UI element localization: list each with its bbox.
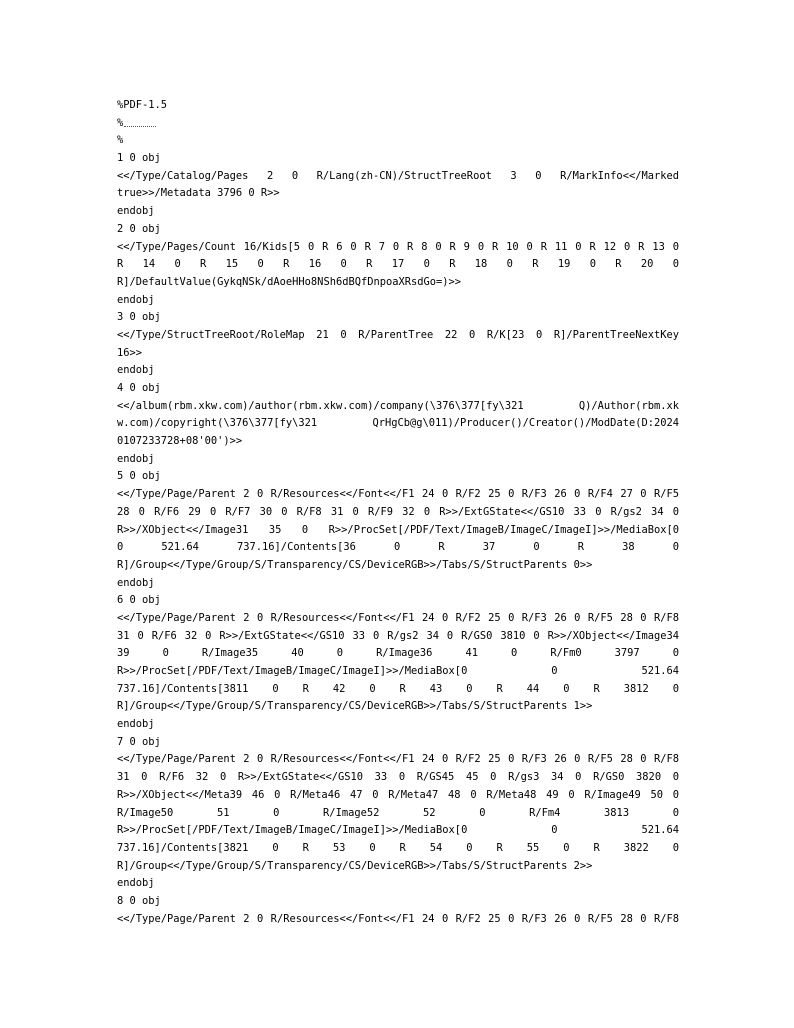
text-line: [117, 504, 679, 522]
pdf-source-text: [117, 97, 679, 928]
text-line-content: endobj: [117, 452, 155, 465]
text-line-content: %: [117, 116, 124, 129]
text-line-content: 5 0 obj: [117, 470, 161, 483]
text-line-content: <</Type/Pages/Count 16/Kids[5 0 R 6 0 R 7 0 R 8 0 R 9 0 R 10 0 R 11 0 R 12 0 R 13 0: [117, 240, 679, 253]
text-line-content: true>>/Metadata 3796 0 R>>: [117, 187, 280, 200]
text-line-content: <</Type/StructTreeRoot/RoleMap 21 0 R/ParentTree 22 0 R/K[23 0 R]/ParentTreeNextKey: [117, 328, 679, 341]
text-line-content: <</Type/Page/Parent 2 0 R/Resources<</Font<</F1 24 0 R/F2 25 0 R/F3 26 0 R/F4 27 0 R/F5: [117, 488, 679, 501]
text-line: [117, 256, 679, 274]
text-line: [117, 239, 679, 257]
text-line: [117, 858, 679, 876]
text-line: [117, 734, 679, 752]
text-line-content: %PDF-1.5: [117, 99, 168, 111]
text-line: [117, 663, 679, 681]
text-line: [117, 415, 679, 433]
text-line-content: 737.16]/Contents[3811 0 R 42 0 R 43 0 R 44 0 R 3812 0: [117, 682, 679, 695]
text-line: [117, 716, 679, 734]
text-line-content: endobj: [117, 293, 155, 306]
text-line: [117, 345, 679, 363]
text-line-content: endobj: [117, 205, 155, 218]
text-line-content: w.com)/copyright(\376\377[fy\321 QrHgCb@g\011)/Producer()/Creator()/ModDate(D:2024: [117, 417, 679, 430]
text-line: [117, 115, 679, 133]
text-line: [117, 468, 679, 486]
text-line-content: R 14 0 R 15 0 R 16 0 R 17 0 R 18 0 R 19 0 R 20 0: [117, 258, 679, 271]
text-line-content: R>>/ProcSet[/PDF/Text/ImageB/ImageC/ImageI]>>/MediaBox[0 0 521.64: [117, 665, 679, 677]
text-line-content: R]/Group<</Type/Group/S/Transparency/CS/DeviceRGB>>/Tabs/S/StructParents 1>>: [117, 700, 593, 713]
text-line: [117, 451, 679, 469]
text-line: [117, 875, 679, 893]
text-line: [117, 433, 679, 451]
text-line-content: 28 0 R/F6 29 0 R/F7 30 0 R/F8 31 0 R/F9 32 0 R>>/ExtGState<</GS10 33 0 R/gs2 34 0: [117, 505, 679, 518]
text-line: [117, 292, 679, 310]
text-line-content: R>>/XObject<</Image31 35 0 R>>/ProcSet[/PDF/Text/ImageB/ImageC/ImageI]>>/MediaBox[0: [117, 523, 679, 536]
text-line-content: 2 0 obj: [117, 222, 161, 235]
text-line-content: 8 0 obj: [117, 894, 161, 907]
text-line-content: 31 0 R/F6 32 0 R>>/ExtGState<</GS10 33 0 R/gs2 34 0 R/GS0 3810 0 R>>/XObject<</Image34: [117, 629, 679, 642]
text-line: [117, 539, 679, 557]
text-line: [117, 522, 679, 540]
text-line: [117, 645, 679, 663]
text-line-content: R>>/XObject<</Meta39 46 0 R/Meta46 47 0 R/Meta47 48 0 R/Meta48 49 0 R/Image49 50 0: [117, 788, 679, 801]
text-line-content: R]/Group<</Type/Group/S/Transparency/CS/DeviceRGB>>/Tabs/S/StructParents 0>>: [117, 558, 593, 571]
text-line: [117, 822, 679, 840]
text-line-content: R>>/ProcSet[/PDF/Text/ImageB/ImageC/ImageI]>>/MediaBox[0 0 521.64: [117, 824, 679, 837]
text-line-content: <</Type/Page/Parent 2 0 R/Resources<</Font<</F1 24 0 R/F2 25 0 R/F3 26 0 R/F5 28 0 R/F8: [117, 611, 679, 624]
text-line-content: <</album(rbm.xkw.com)/author(rbm.xkw.com)/company(\376\377[fy\321 Q)/Author(rbm.xk: [117, 399, 679, 412]
text-line: [117, 327, 679, 345]
text-line: [117, 751, 679, 769]
text-line: [117, 398, 679, 416]
text-line: [117, 486, 679, 504]
text-line-content: R]/DefaultValue(GykqNSk/dAoeHHo8NSh6dBQfDnpoaXRsdGo=)>>: [117, 275, 462, 288]
text-line: [117, 274, 679, 292]
text-line: [117, 893, 679, 911]
text-line-content: 0 521.64 737.16]/Contents[36 0 R 37 0 R 38 0: [117, 541, 679, 554]
text-line-content: R/Image50 51 0 R/Image52 52 0 R/Fm4 3813 0: [117, 806, 679, 819]
text-line-content: R]/Group<</Type/Group/S/Transparency/CS/DeviceRGB>>/Tabs/S/StructParents 2>>: [117, 859, 593, 872]
text-line: [117, 698, 679, 716]
text-line: [117, 681, 679, 699]
text-line-content: endobj: [117, 877, 155, 890]
text-line-content: endobj: [117, 364, 155, 377]
text-line-content: 737.16]/Contents[3821 0 R 53 0 R 54 0 R 55 0 R 3822 0: [117, 841, 679, 854]
text-line: [117, 97, 679, 115]
text-line: [117, 911, 679, 929]
text-line-content: 31 0 R/F6 32 0 R>>/ExtGState<</GS10 33 0 R/GS45 45 0 R/gs3 34 0 R/GS0 3820 0: [117, 771, 679, 784]
text-line: [117, 557, 679, 575]
text-line: [117, 787, 679, 805]
text-line-content: 6 0 obj: [117, 594, 161, 607]
text-line: [117, 168, 679, 186]
text-line: [117, 805, 679, 823]
text-line: [117, 628, 679, 646]
text-line-content: %: [117, 134, 124, 147]
text-line: [117, 203, 679, 221]
text-line: [117, 221, 679, 239]
text-line-content: 0107233728+08'00')>>: [117, 435, 243, 448]
text-line: [117, 840, 679, 858]
text-line: [117, 575, 679, 593]
text-line-content: 7 0 obj: [117, 735, 161, 748]
text-line: [117, 150, 679, 168]
text-line: [117, 380, 679, 398]
text-line-content: 3 0 obj: [117, 311, 161, 324]
text-line-content: <</Type/Page/Parent 2 0 R/Resources<</Font<</F1 24 0 R/F2 25 0 R/F3 26 0 R/F5 28 0 R/F8: [117, 912, 679, 925]
text-line: [117, 362, 679, 380]
text-line-content: endobj: [117, 718, 155, 731]
text-line: [117, 610, 679, 628]
text-line: [117, 185, 679, 203]
garbled-binary-glyphs: [124, 119, 156, 127]
text-line-content: <</Type/Catalog/Pages 2 0 R/Lang(zh-CN)/StructTreeRoot 3 0 R/MarkInfo<</Marked: [117, 169, 679, 182]
text-line-content: endobj: [117, 576, 155, 589]
text-line: [117, 592, 679, 610]
text-line: [117, 769, 679, 787]
text-line: [117, 132, 679, 150]
text-line-content: 39 0 R/Image35 40 0 R/Image36 41 0 R/Fm0 3797 0: [117, 647, 679, 660]
text-line-content: 4 0 obj: [117, 382, 161, 394]
text-line-content: 16>>: [117, 346, 143, 359]
text-line-content: <</Type/Page/Parent 2 0 R/Resources<</Font<</F1 24 0 R/F2 25 0 R/F3 26 0 R/F5 28 0 R/F8: [117, 753, 679, 766]
text-line: [117, 309, 679, 327]
text-line-content: 1 0 obj: [117, 152, 161, 165]
